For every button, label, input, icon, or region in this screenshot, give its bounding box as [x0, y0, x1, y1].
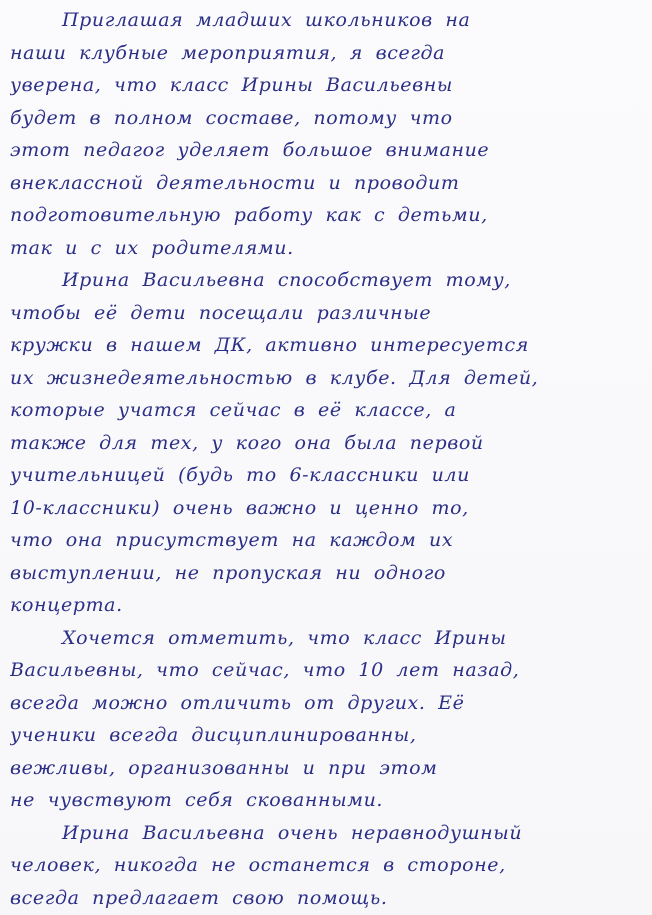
text-line: человек, никогда не останется в стороне,	[10, 854, 506, 876]
text-line: этот педагог уделяет большое внимание	[10, 139, 490, 161]
text-line: будет в полном составе, потому что	[10, 106, 453, 129]
text-line: Хочется отметить, что класс Ирины	[62, 626, 507, 649]
text-line: также для тех, у кого она была первой	[10, 431, 484, 454]
text-line: кружки в нашем ДК, активно интересуется	[10, 334, 529, 356]
text-line: ученики всегда дисциплинированны,	[10, 724, 417, 746]
text-line: Ирина Васильевна очень неравнодушный	[62, 821, 523, 844]
text-line: которые учатся сейчас в её классе, а	[10, 399, 457, 421]
text-line: 10-классники) очень важно и ценно то,	[10, 496, 469, 519]
text-line: уверена, что класс Ирины Васильевны	[10, 74, 453, 96]
text-line: Васильевны, что сейчас, что 10 лет назад,	[10, 659, 520, 681]
text-line: что она присутствует на каждом их	[10, 529, 454, 551]
text-line: внеклассной деятельности и проводит	[10, 171, 460, 194]
text-line: их жизнедеятельностью в клубе. Для детей,	[10, 366, 539, 389]
text-line: не чувствуют себя скованными.	[10, 789, 384, 811]
text-line: выступлении, не пропуская ни одного	[10, 561, 446, 584]
text-line: учительницей (будь то 6-классники или	[10, 464, 470, 486]
text-line: концерта.	[10, 594, 123, 616]
letter-body	[10, 4, 644, 914]
text-line: чтобы её дети посещали различные	[10, 301, 432, 324]
text-line: подготовительную работу как с детьми,	[10, 204, 488, 226]
text-line: вежливы, организованны и при этом	[10, 756, 438, 779]
text-line: Приглашая младших школьников на	[62, 9, 471, 31]
text-line: всегда можно отличить от других. Её	[10, 691, 465, 714]
text-line: Ирина Васильевна способствует тому,	[62, 269, 511, 291]
text-line: всегда предлагает свою помощь.	[10, 886, 388, 909]
text-line: так и с их родителями.	[10, 236, 294, 259]
text-line: наши клубные мероприятия, я всегда	[10, 41, 446, 64]
